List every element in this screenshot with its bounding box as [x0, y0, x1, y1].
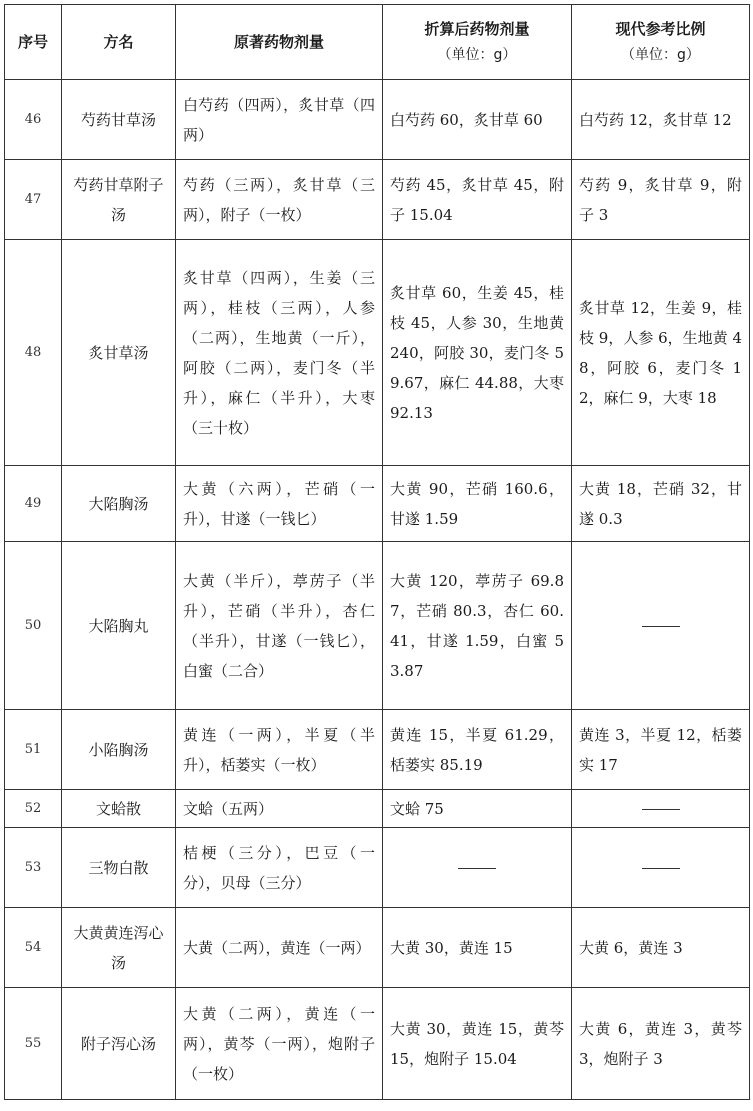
table-row: [5, 908, 750, 988]
original-dosage: 大黄（二两），黄连（一两），黄芩（一两），炮附子（一枚）: [176, 988, 383, 1100]
converted-dosage: 大黄 120，葶苈子 69.87，芒硝 80.3，杏仁 60.41，甘遂 1.59，白蜜 53.87: [383, 542, 572, 710]
table-row: [5, 160, 750, 240]
original-dosage: 桔梗（三分），巴豆（一分），贝母（三分）: [176, 828, 383, 908]
dash-mark: [642, 809, 680, 810]
row-number: 46: [5, 80, 62, 160]
dash-mark: [642, 868, 680, 869]
table-row: [5, 790, 750, 828]
converted-dosage: 白芍药 60，炙甘草 60: [383, 80, 572, 160]
table-header-row: [5, 5, 750, 80]
modern-ratio: 芍药 9，炙甘草 9，附子 3: [572, 160, 750, 240]
original-dosage: 炙甘草（四两），生姜（三两），桂枝（三两），人参（二两），生地黄（一斤），阿胶（二两），麦门冬（半升），麻仁（半升），大枣（三十枚）: [176, 240, 383, 466]
converted-dosage: 黄连 15，半夏 61.29，栝蒌实 85.19: [383, 710, 572, 790]
original-dosage: 芍药（三两），炙甘草（三两），附子（一枚）: [176, 160, 383, 240]
original-dosage: 大黄（六两），芒硝（一升），甘遂（一钱匕）: [176, 466, 383, 542]
formula-name: 附子泻心汤: [62, 988, 176, 1100]
converted-dosage: 大黄 30，黄连 15: [383, 908, 572, 988]
modern-ratio-empty: [572, 828, 750, 908]
formula-name: 三物白散: [62, 828, 176, 908]
modern-ratio-empty: [572, 790, 750, 828]
header-converted: 折算后药物剂量 （单位：g）: [383, 5, 572, 80]
formula-name: 小陷胸汤: [62, 710, 176, 790]
header-no: 序号: [5, 5, 62, 80]
formula-dosage-table: [4, 4, 750, 1100]
header-converted-unit: （单位：g）: [437, 47, 517, 63]
row-number: 50: [5, 542, 62, 710]
row-number: 55: [5, 988, 62, 1100]
row-number: 49: [5, 466, 62, 542]
header-modern: 现代参考比例 （单位：g）: [572, 5, 750, 80]
table-row: [5, 466, 750, 542]
modern-ratio-empty: [572, 542, 750, 710]
dash-mark: [642, 626, 680, 627]
modern-ratio: 大黄 6，黄连 3，黄芩 3，炮附子 3: [572, 988, 750, 1100]
formula-name: 文蛤散: [62, 790, 176, 828]
formula-name: 大陷胸丸: [62, 542, 176, 710]
dash-mark: [458, 868, 496, 869]
row-number: 51: [5, 710, 62, 790]
header-modern-unit: （单位：g）: [621, 47, 700, 63]
converted-dosage: 大黄 30，黄连 15，黄芩 15，炮附子 15.04: [383, 988, 572, 1100]
row-number: 47: [5, 160, 62, 240]
original-dosage: 大黄（半斤），葶苈子（半升），芒硝（半升），杏仁（半升），甘遂（一钱匕），白蜜（二合）: [176, 542, 383, 710]
original-dosage: 黄连（一两），半夏（半升），栝蒌实（一枚）: [176, 710, 383, 790]
modern-ratio: 大黄 18，芒硝 32，甘遂 0.3: [572, 466, 750, 542]
table-row: [5, 80, 750, 160]
row-number: 52: [5, 790, 62, 828]
row-number: 53: [5, 828, 62, 908]
table-row: [5, 240, 750, 466]
row-number: 54: [5, 908, 62, 988]
formula-name: 大陷胸汤: [62, 466, 176, 542]
modern-ratio: 炙甘草 12，生姜 9，桂枝 9，人参 6，生地黄 48，阿胶 6，麦门冬 12，麻仁 9，大枣 18: [572, 240, 750, 466]
formula-name: 大黄黄连泻心汤: [62, 908, 176, 988]
table-row: [5, 710, 750, 790]
original-dosage: 白芍药（四两），炙甘草（四两）: [176, 80, 383, 160]
original-dosage: 文蛤（五两）: [176, 790, 383, 828]
table-row: [5, 988, 750, 1100]
original-dosage: 大黄（二两），黄连（一两）: [176, 908, 383, 988]
converted-dosage: 芍药 45，炙甘草 45，附子 15.04: [383, 160, 572, 240]
modern-ratio: 大黄 6，黄连 3: [572, 908, 750, 988]
modern-ratio: 黄连 3，半夏 12，栝蒌实 17: [572, 710, 750, 790]
converted-dosage-empty: [383, 828, 572, 908]
converted-dosage: 炙甘草 60，生姜 45，桂枝 45，人参 30，生地黄 240，阿胶 30，麦门冬 59.67，麻仁 44.88，大枣 92.13: [383, 240, 572, 466]
table-row: [5, 542, 750, 710]
header-name: 方名: [62, 5, 176, 80]
table-body: [5, 80, 750, 1100]
formula-name: 芍药甘草附子汤: [62, 160, 176, 240]
formula-name: 炙甘草汤: [62, 240, 176, 466]
header-original: 原著药物剂量: [176, 5, 383, 80]
converted-dosage: 文蛤 75: [383, 790, 572, 828]
converted-dosage: 大黄 90，芒硝 160.6，甘遂 1.59: [383, 466, 572, 542]
modern-ratio: 白芍药 12，炙甘草 12: [572, 80, 750, 160]
formula-name: 芍药甘草汤: [62, 80, 176, 160]
row-number: 48: [5, 240, 62, 466]
table-row: [5, 828, 750, 908]
